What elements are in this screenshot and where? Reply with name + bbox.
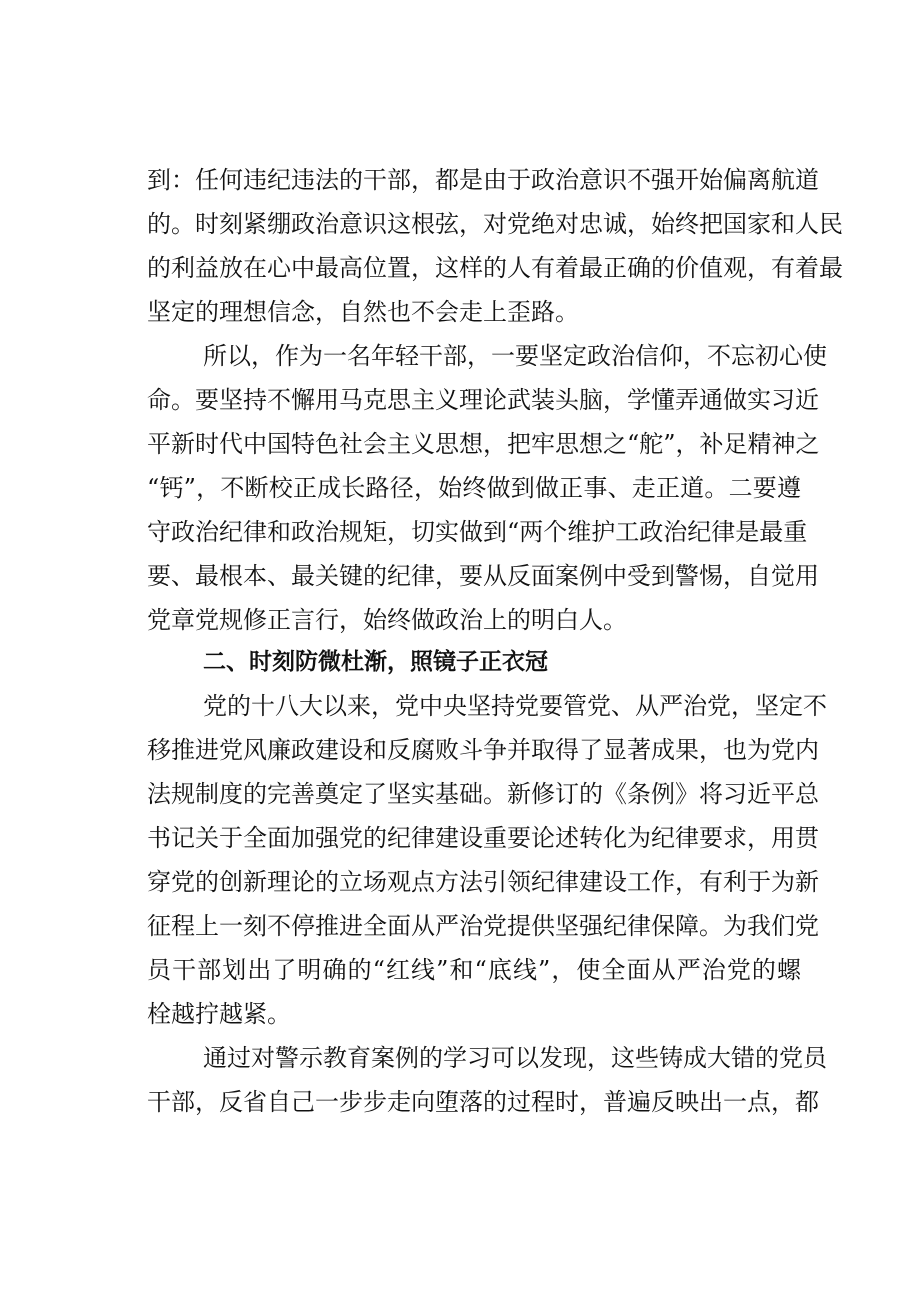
paragraph-line: 要、最根本、最关键的纪律，要从反面案例中受到警惕，自觉用 <box>147 562 819 590</box>
paragraph-line: 所以，作为一名年轻干部，一要坚定政治信仰，不忘初心使 <box>203 342 827 370</box>
paragraph-line: 命。要坚持不懈用马克思主义理论武装头脑，学懂弄通做实习近 <box>147 386 819 414</box>
paragraph-line: 干部，反省自己一步步走向堕落的过程时，普遍反映出一点，都 <box>147 1088 819 1116</box>
paragraph-line: 穿党的创新理论的立场观点方法引领纪律建设工作，有利于为新 <box>147 868 819 896</box>
paragraph-line: 征程上一刻不停推进全面从严治党提供坚强纪律保障。为我们党 <box>147 912 819 940</box>
paragraph-line: 党的十八大以来，党中央坚持党要管党、从严治党，坚定不 <box>203 692 827 720</box>
paragraph-line: 到：任何违纪违法的干部，都是由于政治意识不强开始偏离航道 <box>147 166 819 194</box>
paragraph-line: 坚定的理想信念，自然也不会走上歪路。 <box>147 298 579 326</box>
section-heading: 二、时刻防微杜渐，照镜子正衣冠 <box>203 649 548 675</box>
paragraph-line: 书记关于全面加强党的纪律建设重要论述转化为纪律要求，用贯 <box>147 824 819 852</box>
paragraph-line: 移推进党风廉政建设和反腐败斗争并取得了显著成果，也为党内 <box>147 736 819 764</box>
paragraph-line: 的。时刻紧绷政治意识这根弦，对党绝对忠诚，始终把国家和人民 <box>147 210 843 238</box>
paragraph-line: 守政治纪律和政治规矩，切实做到“两个维护工政治纪律是最重 <box>147 518 808 546</box>
paragraph-line: 员干部划出了明确的“红线”和“底线”，使全面从严治党的螺 <box>147 956 801 984</box>
paragraph-line: 党章党规修正言行，始终做政治上的明白人。 <box>147 606 627 634</box>
paragraph-line: 法规制度的完善奠定了坚实基础。新修订的《条例》将习近平总 <box>147 780 819 808</box>
paragraph-line: 平新时代中国特色社会主义思想，把牢思想之“舵”，补足精神之 <box>147 430 820 458</box>
paragraph-line: 的利益放在心中最高位置，这样的人有着最正确的价值观，有着最 <box>147 254 843 282</box>
paragraph-line: 通过对警示教育案例的学习可以发现，这些铸成大错的党员 <box>203 1044 827 1072</box>
paragraph-line: “钙”，不断校正成长路径，始终做到做正事、走正道。二要遵 <box>147 474 801 502</box>
paragraph-line: 栓越拧越紧。 <box>147 1000 291 1028</box>
